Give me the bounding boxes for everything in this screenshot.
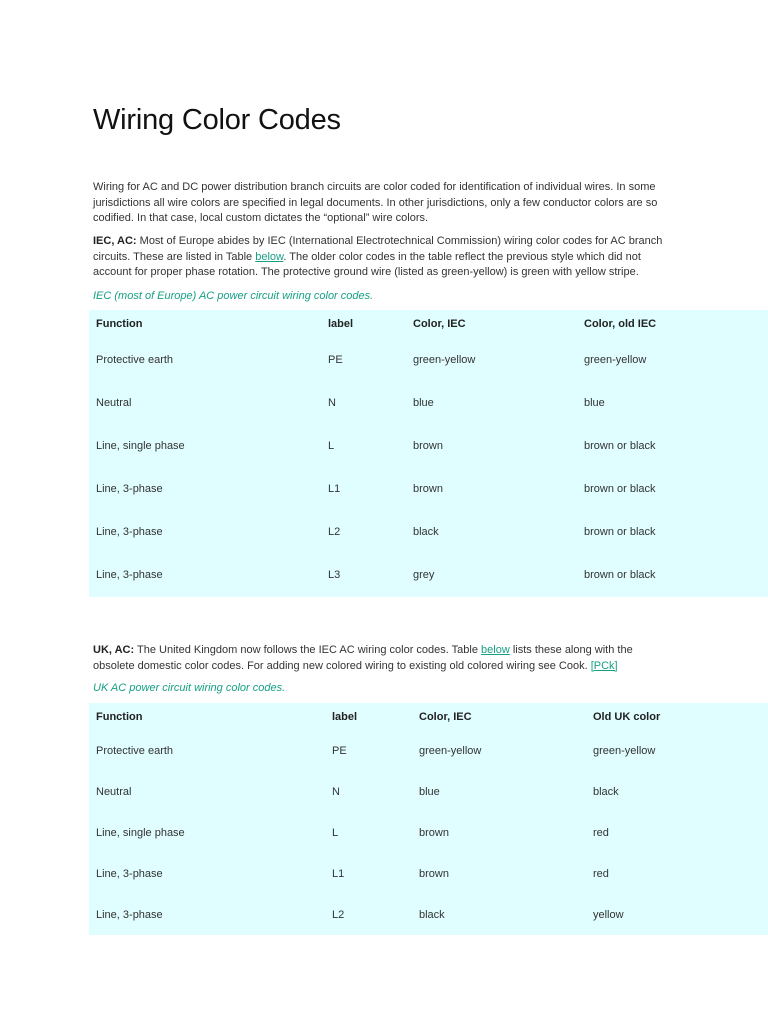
table-row [89,467,768,510]
cell-label: L [328,439,335,452]
cell-color-old-iec: brown or black [584,483,656,496]
page-title: Wiring Color Codes [93,104,341,136]
col-header-color-iec: Color, IEC [419,711,472,723]
cell-function: Line, 3-phase [96,526,163,539]
col-header-function: Function [96,318,143,330]
cell-function: Line, 3-phase [96,483,163,496]
cell-label: N [332,786,340,799]
cell-color-old-iec: brown or black [584,569,656,582]
iec-table-link[interactable]: below [255,250,284,263]
iec-text-1: Most of Europe abides by IEC (International Electrotechnical Commission) wiring color codes for AC branch circuits. These are listed in Table [93,235,663,263]
cell-color-iec: brown [413,483,443,496]
cell-old-uk-color: green-yellow [593,745,656,758]
cell-color-iec: brown [413,439,443,452]
cell-color-iec: grey [413,569,435,582]
uk-paragraph [93,643,668,674]
cell-color-old-iec: brown or black [584,439,656,452]
table-row [89,381,768,424]
cell-function: Line, 3-phase [96,908,163,921]
table-row [89,813,768,854]
cell-old-uk-color: red [593,867,609,880]
table-row [89,853,768,894]
cell-color-iec: green-yellow [419,745,482,758]
cell-label: L3 [328,569,341,582]
cell-color-iec: black [419,908,445,921]
cell-color-iec: brown [419,826,449,839]
pck-citation-link[interactable]: [PCk] [590,659,618,672]
cell-function: Line, single phase [96,439,185,452]
iec-color-table [89,310,768,597]
cell-color-old-iec: blue [584,396,605,409]
uk-text-2: lists these along with the obsolete domestic color codes. For adding new colored wiring to existing old colored wiring see Cook. [93,644,633,672]
cell-old-uk-color: red [593,826,609,839]
cell-color-iec: black [413,526,439,539]
cell-color-iec: blue [413,396,434,409]
iec-text-2: . The older color codes in the table reflect the previous style which did not account for proper phase rotation. The protective ground wire (listed as green-yellow) is green with yellow stripe. [93,250,641,278]
table-row [89,511,768,554]
cell-old-uk-color: yellow [593,908,624,921]
iec-paragraph [93,234,668,281]
cell-label: L1 [332,867,345,880]
cell-label: N [328,396,336,409]
col-header-color-iec: Color, IEC [413,318,466,330]
table-row [89,894,768,935]
cell-label: L2 [332,908,345,921]
uk-table-link[interactable]: below [481,644,510,656]
uk-table-caption: UK AC power circuit wiring color codes. [93,682,286,694]
cell-old-uk-color: black [593,786,619,799]
cell-color-old-iec: green-yellow [584,353,647,366]
iec-lead: IEC, AC: [93,235,137,247]
table-row [89,731,768,772]
cell-label: L1 [328,483,341,496]
col-header-label: label [332,711,358,723]
cell-function: Line, 3-phase [96,569,163,582]
col-header-function: Function [96,711,143,723]
cell-color-iec: blue [419,786,440,799]
cell-label: L [332,826,339,839]
col-header-label: label [328,318,354,330]
col-header-old-uk-color: Old UK color [593,711,661,723]
cell-function: Neutral [96,396,132,409]
cell-function: Protective earth [96,745,174,758]
col-header-color-old-iec: Color, old IEC [584,318,657,330]
cell-label: PE [328,353,343,366]
cell-function: Neutral [96,786,132,799]
table-row [89,772,768,813]
table-header-row [89,310,768,338]
cell-label: PE [332,745,347,758]
cell-function: Line, single phase [96,826,185,839]
table-row [89,338,768,381]
uk-color-table [89,703,768,935]
table-row [89,554,768,597]
cell-label: L2 [328,526,341,539]
iec-table-caption: IEC (most of Europe) AC power circuit wiring color codes. [93,290,374,302]
cell-color-iec: green-yellow [413,353,476,366]
uk-lead: UK, AC: [93,644,135,656]
uk-text-1: The United Kingdom now follows the IEC AC wiring color codes. Table [134,644,482,656]
intro-paragraph: Wiring for AC and DC power distribution branch circuits are color coded for identification of individual wires. In some jurisdictions all wire colors are specified in legal documents. In other jurisdictions, only a few conductor colors are so codified. In that case, local custom dictates the “optional” wire colors. [93,181,658,224]
table-row [89,424,768,467]
cell-function: Line, 3-phase [96,867,163,880]
cell-color-old-iec: brown or black [584,526,656,539]
cell-function: Protective earth [96,353,174,366]
table-header-row [89,703,768,731]
cell-color-iec: brown [419,867,449,880]
